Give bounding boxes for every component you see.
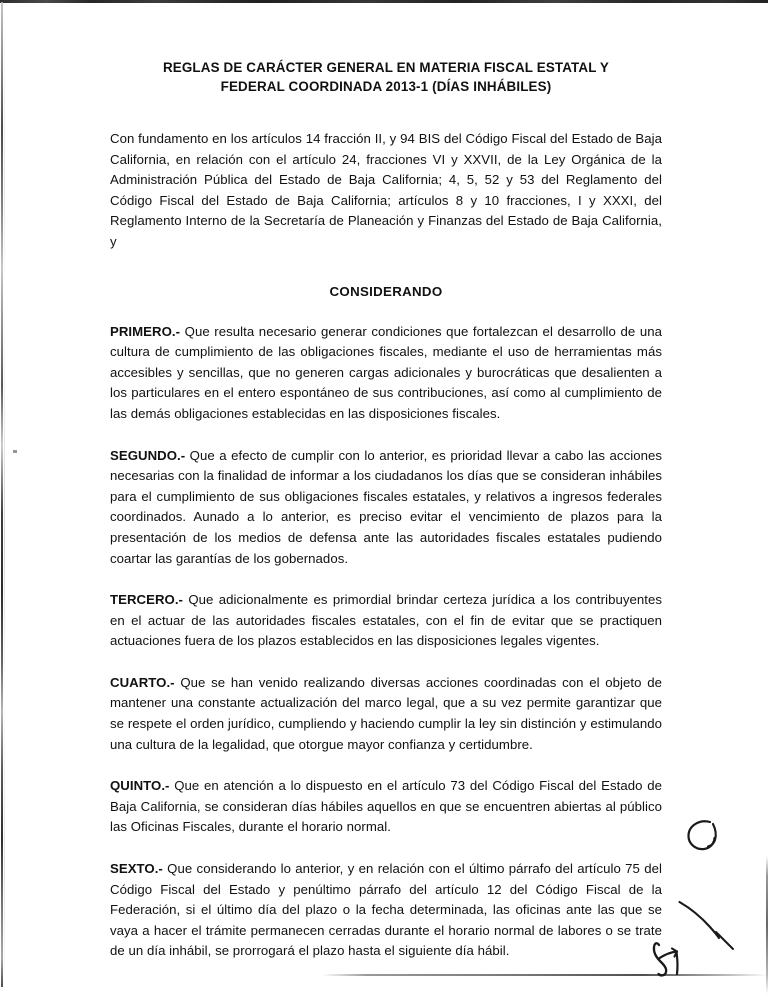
consideration-quinto bbox=[110, 755, 662, 838]
consideration-primero bbox=[110, 301, 662, 425]
document-title-line-1: REGLAS DE CARÁCTER GENERAL EN MATERIA FISCAL ESTATAL Y bbox=[162, 60, 610, 75]
consideration-tercero bbox=[110, 569, 662, 652]
consideration-segundo bbox=[110, 425, 662, 570]
consideration-segundo-label: SEGUNDO.- bbox=[110, 447, 186, 463]
consideration-sexto bbox=[110, 838, 662, 962]
consideration-segundo-text: Que a efecto de cumplir con lo anterior, es prioridad llevar a cabo las acciones necesarias con la finalidad de informar a los ciudadanos los días que se consideran inhábiles para el cumplimiento de sus obligaciones fiscales estatales, y relativos a ingresos federales coordinados. Aunado a lo anterior, es preciso evitar el vencimiento de plazos para la presentación de los medios de defensa ante las autoridades fiscales estatales pudiendo coartar las garantías de los gobernados. bbox=[110, 447, 662, 566]
consideration-cuarto-label: CUARTO.- bbox=[110, 674, 175, 690]
scan-line-bottom-artifact bbox=[322, 974, 768, 976]
consideration-cuarto bbox=[110, 652, 662, 755]
document-title-line-2: FEDERAL COORDINADA 2013-1 (DÍAS INHÁBILES) bbox=[220, 79, 552, 94]
consideration-quinto-label: QUINTO.- bbox=[110, 778, 170, 794]
consideration-sexto-text: Que considerando lo anterior, y en relación con el último párrafo del artículo 75 del Código Fiscal del Estado y penúltimo párrafo del artículo 12 del Código Fiscal de la Federación, si el último día del plazo o la fecha determinada, las oficinas ante las que se vaya a hacer el trámite permanecen cerradas durante el horario normal de labores o se trate de un día inhábil, se prorrogará el plazo hasta el siguiente día hábil. bbox=[110, 861, 662, 959]
preamble-paragraph: Con fundamento en los artículos 14 fracción II, y 94 BIS del Código Fiscal del Estado de Baja California, en relación con el artículo 24, fracciones VI y XXVII, de la Ley Orgánica de la Administración Pública del Estado de Baja California; 4, 5, 52 y 53 del Reglamento del Código Fiscal del Estado de Baja California; artículos 8 y 10 fracciones, I y XXXI, del Reglamento Interno de la Secretaría de Planeación y Finanzas del Estado de Baja California, y bbox=[110, 131, 662, 249]
consideration-sexto-label: SEXTO.- bbox=[110, 861, 163, 877]
handwritten-diagonal-stroke-icon bbox=[678, 900, 730, 940]
consideration-primero-text: Que resulta necesario generar condiciones que fortalezcan el desarrollo de una cultura de cumplimiento de las obligaciones fiscales, mediante el uso de herramientas más accesibles y sencillas, que no generen cargas adicionales y burocráticas que desalienten a los particulares en el entero espontáneo de sus contribuciones, así como al cumplimiento de las demás obligaciones establecidas en las disposiciones fiscales. bbox=[110, 323, 662, 421]
document-text-body bbox=[110, 0, 662, 962]
consideration-primero-label: PRIMERO.- bbox=[110, 323, 181, 339]
handwritten-circle-scribble-icon bbox=[686, 818, 726, 854]
consideration-quinto-text: Que en atención a lo dispuesto en el artículo 73 del Código Fiscal del Estado de Baja California, se consideran días hábiles aquellos en que se encuentren abiertas al público las Oficinas Fiscales, durante el horario normal. bbox=[110, 778, 662, 835]
consideration-tercero-label: TERCERO.- bbox=[110, 592, 183, 608]
consideration-cuarto-text: Que se han venido realizando diversas acciones coordinadas con el objeto de mantener una constante actualización del marco legal, que a su vez permite garantizar que se respete el orden jurídico, cumpliendo y haciendo cumplir la ley sin distinción y estimulando una cultura de la legalidad, que otorgue mayor confianza y certidumbre. bbox=[110, 674, 662, 752]
section-heading-considerando: CONSIDERANDO bbox=[329, 283, 443, 299]
handwritten-tick-stroke-icon bbox=[714, 930, 742, 952]
consideration-tercero-text: Que adicionalmente es primordial brindar certeza jurídica a los contribuyentes en el actuar de las autoridades fiscales estatales, con el fin de evitar que se practiquen actuaciones fuera de los plazos establecidos en las disposiciones legales vigentes. bbox=[110, 592, 662, 649]
scan-edge-left-artifact bbox=[1, 2, 3, 987]
scan-speck-artifact bbox=[13, 450, 17, 453]
scan-edge-left-shadow-artifact bbox=[4, 2, 5, 987]
document-title bbox=[110, 0, 662, 96]
